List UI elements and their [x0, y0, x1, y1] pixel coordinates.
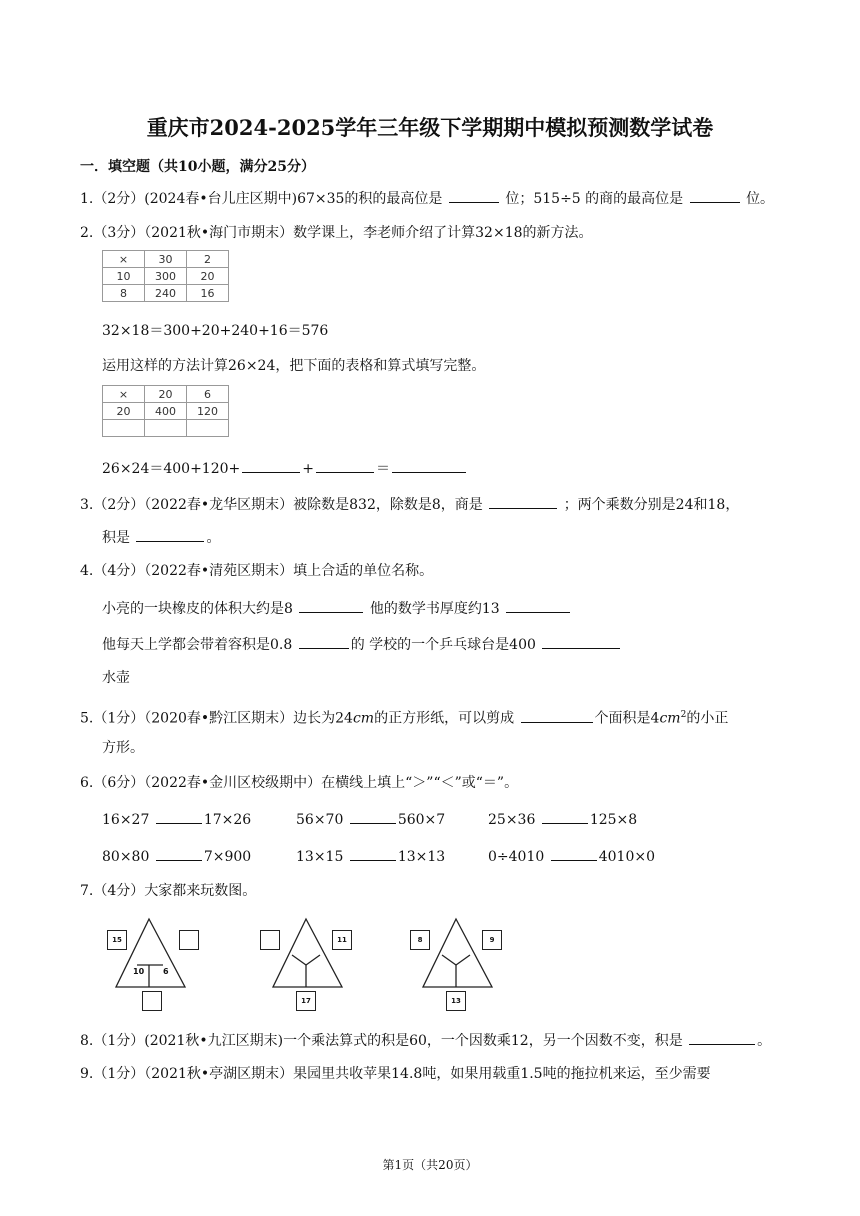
- question-4-line-3: 水壶: [102, 670, 130, 686]
- question-4-line-1: 小亮的一块橡皮的体积大约是8 他的数学书厚度约13: [102, 598, 572, 619]
- example-formula: 32×18＝300+20+240+16＝576: [102, 323, 329, 339]
- number-box[interactable]: 17: [296, 991, 316, 1011]
- table-cell: 6: [187, 386, 229, 403]
- answer-blank[interactable]: [449, 188, 499, 203]
- table-cell: 400: [145, 403, 187, 420]
- table-cell: 16: [187, 285, 229, 302]
- number-box[interactable]: 15: [107, 930, 127, 950]
- answer-blank[interactable]: [156, 846, 202, 861]
- number-triangle-figure-3: [408, 915, 528, 1015]
- table-cell: 20: [103, 403, 145, 420]
- comparison-item: 0÷4010 4010×0: [488, 846, 655, 867]
- number-triangle-figure-1: [105, 915, 225, 1015]
- question-9: 9.（1分）（2021秋•亭湖区期末）果园里共收苹果14.8吨，如果用载重1.5吨的拖拉机来运，至少需要: [80, 1066, 711, 1082]
- answer-blank[interactable]: [136, 527, 204, 542]
- answer-blank[interactable]: [299, 598, 363, 613]
- table-cell: 240: [145, 285, 187, 302]
- number-box[interactable]: [260, 930, 280, 950]
- number-box[interactable]: [179, 930, 199, 950]
- table-row: [103, 268, 229, 285]
- table-cell[interactable]: [187, 420, 229, 437]
- question-2: 2.（3分）（2021秋•海门市期末）数学课上，李老师介绍了计算32×18的新方法。: [80, 225, 593, 241]
- table-row: [103, 386, 229, 403]
- section-heading: 一．填空题（共10小题，满分25分）: [80, 159, 315, 175]
- answer-blank[interactable]: [350, 846, 396, 861]
- answer-blank[interactable]: [392, 458, 466, 473]
- answer-blank[interactable]: [521, 708, 593, 723]
- question-4-line-2: 他每天上学都会带着容积是0.8 的 学校的一个乒乓球台是400: [102, 634, 622, 655]
- number-triangle-figure-2: [258, 915, 378, 1015]
- answer-formula: 26×24＝400+120+ + ＝: [102, 458, 468, 479]
- number-box[interactable]: 9: [482, 930, 502, 950]
- comparison-item: 13×15 13×13: [296, 846, 445, 867]
- table-row: [103, 403, 229, 420]
- answer-blank[interactable]: [551, 846, 597, 861]
- inner-number: 6: [163, 967, 169, 976]
- answer-blank[interactable]: [542, 809, 588, 824]
- answer-blank[interactable]: [299, 634, 349, 649]
- table-cell: 8: [103, 285, 145, 302]
- table-cell: 2: [187, 251, 229, 268]
- table-cell: ×: [103, 251, 145, 268]
- number-box[interactable]: 13: [446, 991, 466, 1011]
- answer-blank[interactable]: [689, 1030, 755, 1045]
- multiplication-grid-exercise: [102, 385, 229, 437]
- comparison-item: 25×36 125×8: [488, 809, 637, 830]
- comparison-item: 80×80 7×900: [102, 846, 251, 867]
- question-3: 3.（2分）（2022春•龙华区期末）被除数是832，除数是8，商是 ；两个乘数分别是24和18，: [80, 494, 739, 515]
- table-cell: 300: [145, 268, 187, 285]
- question-8: 8.（1分）(2021秋•九江区期末)一个乘法算式的积是60，一个因数乘12，另一个因数不变，积是 。: [80, 1030, 771, 1051]
- comparison-item: 16×27 17×26: [102, 809, 251, 830]
- page-footer: 第1页（共20页）: [382, 1158, 478, 1172]
- inner-number: 10: [133, 967, 145, 976]
- answer-blank[interactable]: [542, 634, 620, 649]
- answer-blank[interactable]: [350, 809, 396, 824]
- table-row: [103, 420, 229, 437]
- table-cell: 20: [187, 268, 229, 285]
- instruction: 运用这样的方法计算26×24，把下面的表格和算式填写完整。: [102, 358, 486, 374]
- question-6: 6.（6分）（2022春•金川区校级期中）在横线上填上“＞”“＜”或“＝”。: [80, 775, 519, 791]
- table-cell: 120: [187, 403, 229, 420]
- answer-blank[interactable]: [316, 458, 374, 473]
- answer-blank[interactable]: [506, 598, 570, 613]
- number-box[interactable]: [142, 991, 162, 1011]
- number-box[interactable]: 11: [332, 930, 352, 950]
- multiplication-grid-example: [102, 250, 229, 302]
- question-4: 4.（4分）（2022春•清苑区期末）填上合适的单位名称。: [80, 563, 434, 579]
- question-7: 7.（4分）大家都来玩数图。: [80, 883, 257, 899]
- answer-blank[interactable]: [489, 494, 557, 509]
- table-cell: 20: [145, 386, 187, 403]
- table-row: [103, 251, 229, 268]
- answer-blank[interactable]: [156, 809, 202, 824]
- number-box[interactable]: 8: [410, 930, 430, 950]
- question-1: 1.（2分）(2024春•台儿庄区期中)67×35的积的最高位是 位；515÷5 的商的最高位是 位。: [80, 188, 774, 209]
- table-cell: 10: [103, 268, 145, 285]
- answer-blank[interactable]: [242, 458, 300, 473]
- answer-blank[interactable]: [690, 188, 740, 203]
- table-cell[interactable]: [103, 420, 145, 437]
- question-5-cont: 方形。: [102, 740, 144, 756]
- question-3-cont: 积是 。: [102, 527, 220, 548]
- comparison-item: 56×70 560×7: [296, 809, 445, 830]
- table-row: [103, 285, 229, 302]
- table-cell[interactable]: [145, 420, 187, 437]
- table-cell: 30: [145, 251, 187, 268]
- table-cell: ×: [103, 386, 145, 403]
- question-5: 5.（1分）（2020春•黔江区期末）边长为24cm的正方形纸，可以剪成 个面积是$4cm^2$的小正: [80, 705, 728, 729]
- page-title: 重庆市2024-2025学年三年级下学期期中模拟预测数学试卷: [146, 115, 714, 140]
